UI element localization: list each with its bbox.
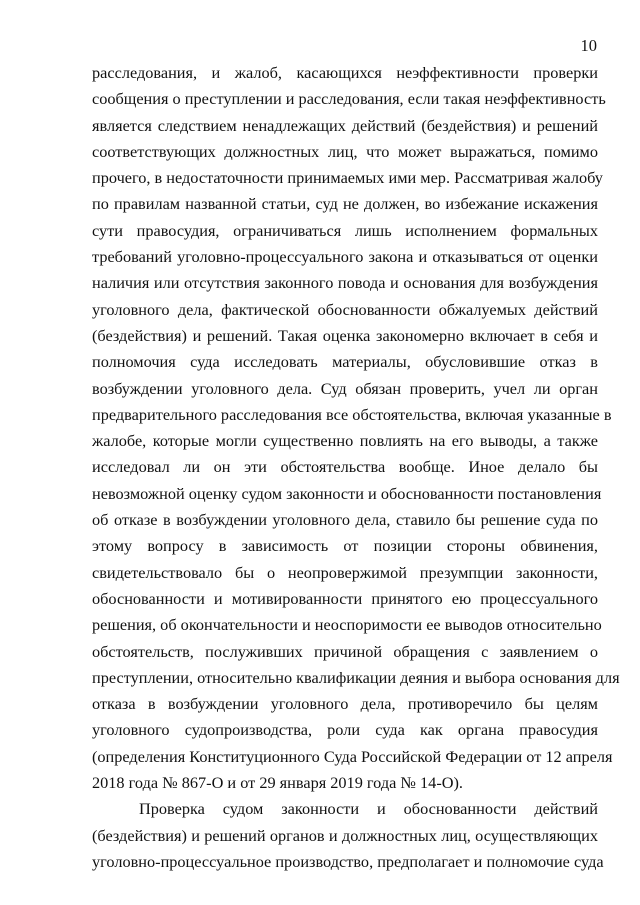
document-body	[92, 60, 620, 875]
text-line: об отказе в возбуждении уголовного дела, ставило бы решение суда по	[92, 510, 598, 530]
text-line: соответствующих должностных лиц, что может выражаться, помимо	[92, 141, 598, 161]
text-line: невозможной оценку судом законности и обоснованности постановления	[92, 483, 602, 503]
text-line: сути правосудия, ограничиваться лишь исполнением формальных	[92, 220, 598, 240]
text-line: прочего, в недостаточности принимаемых ими мер. Рассматривая жалобу	[92, 168, 603, 188]
text-line: жалобе, которые могли существенно повлиять на его выводы, а также	[92, 431, 598, 451]
text-line: по правилам названной статьи, суд не должен, во избежание искажения	[92, 194, 598, 214]
text-line: уголовного дела, фактической обоснованности обжалуемых действий	[92, 299, 598, 319]
text-line: расследования, и жалоб, касающихся неэффективности проверки	[92, 63, 598, 82]
text-line: этому вопросу в зависимость от позиции стороны обвинения,	[92, 536, 598, 556]
text-line: полномочия суда исследовать материалы, обусловившие отказ в	[92, 352, 598, 372]
page-number: 10	[580, 36, 597, 55]
text-line: сообщения о преступлении и расследования, если такая неэффективность	[92, 89, 606, 109]
text-line: (бездействия) и решений органов и должностных лиц, осуществляющих	[92, 825, 598, 845]
text-line: наличия или отсутствия законного повода и основания для возбуждения	[92, 273, 598, 293]
text-line: отказа в возбуждении уголовного дела, противоречило бы целям	[92, 694, 598, 714]
text-line: решения, об окончательности и неоспоримости ее выводов относительно	[92, 615, 602, 635]
text-line: уголовного судопроизводства, роли суда как органа правосудия	[92, 720, 598, 740]
text-line: свидетельствовало бы о неопровержимой презумпции законности,	[92, 562, 598, 582]
text-line: уголовно-процессуальное производство, предполагает и полномочие суда	[92, 851, 604, 871]
text-line: предварительного расследования все обстоятельства, включая указанные в	[92, 404, 612, 424]
text-line: требований уголовно-процессуального закона и отказываться от оценки	[92, 247, 598, 267]
text-line: возбуждении уголовного дела. Суд обязан проверить, учел ли орган	[92, 378, 598, 398]
text-line: исследовал ли он эти обстоятельства вообще. Иное делало бы	[92, 457, 598, 477]
text-line: Проверка судом законности и обоснованности действий	[139, 799, 598, 819]
text-line: преступлении, относительно квалификации деяния и выбора основания для	[92, 667, 620, 687]
paragraph-1	[92, 60, 620, 796]
text-line: обстоятельств, послуживших причиной обращения с заявлением о	[92, 641, 598, 661]
text-line: является следствием ненадлежащих действий (бездействия) и решений	[92, 115, 598, 135]
text-line: (определения Конституционного Суда Российской Федерации от 12 апреля	[92, 746, 613, 766]
text-line: обоснованности и мотивированности принятого ею процессуального	[92, 588, 598, 608]
text-line: (бездействия) и решений. Такая оценка закономерно включает в себя и	[92, 325, 598, 345]
paragraph-2	[92, 796, 604, 875]
text-line: 2018 года № 867-О и от 29 января 2019 года № 14-О).	[92, 773, 463, 793]
